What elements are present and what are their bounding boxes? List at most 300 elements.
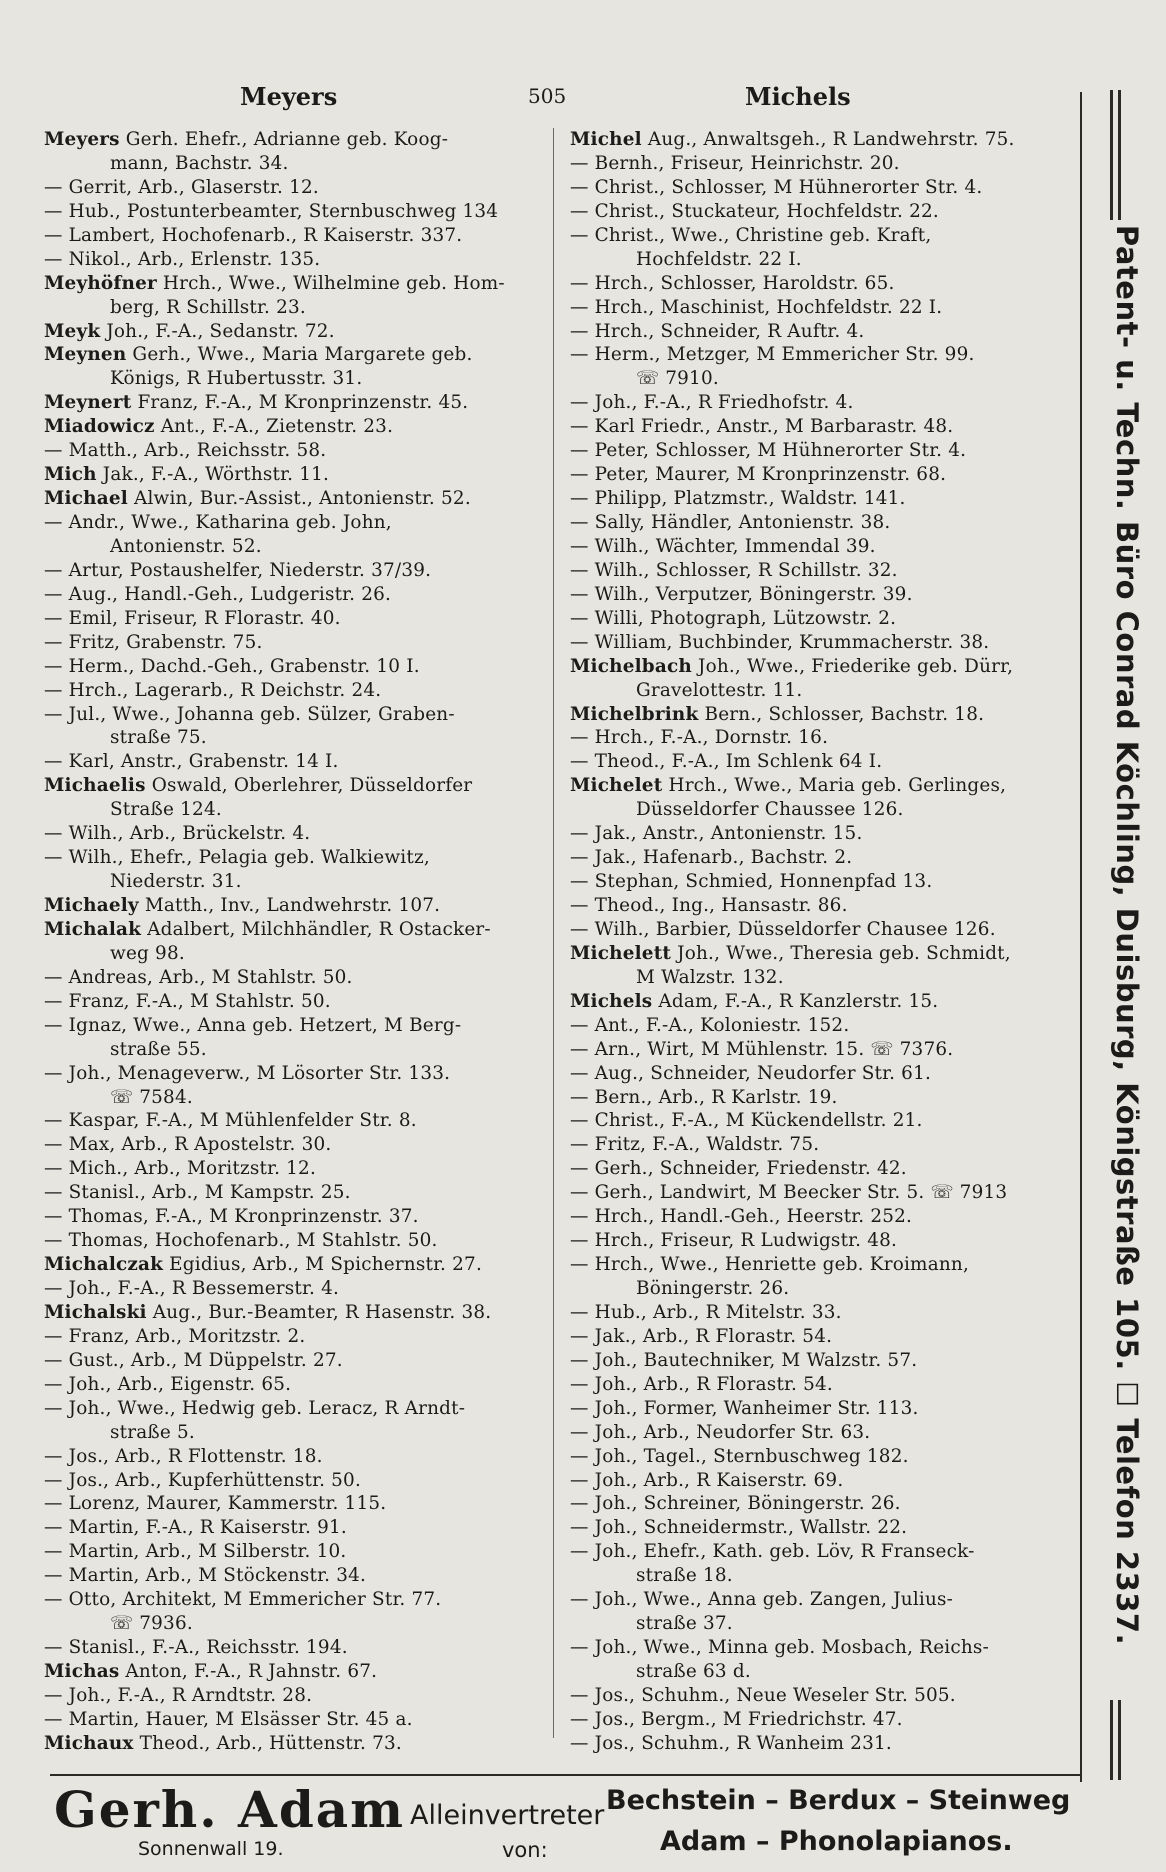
directory-entry — [44, 1109, 544, 1133]
directory-entry — [570, 248, 1080, 272]
directory-entry — [570, 1109, 1080, 1133]
entry-text: — Stephan, Schmied, Honnenpfad 13. — [570, 871, 933, 893]
directory-entry — [570, 415, 1080, 439]
directory-entry — [44, 631, 544, 655]
entry-text: — Andreas, Arb., M Stahlstr. 50. — [44, 966, 353, 988]
entry-surname: Michel — [570, 129, 642, 150]
entry-surname: Michalczak — [44, 1254, 164, 1276]
entry-text: Aug., Anwaltsgeh., R Landwehrstr. 75. — [641, 129, 1015, 150]
directory-entry — [570, 870, 1080, 894]
directory-entry — [44, 918, 544, 942]
entry-text: — Peter, Schlosser, M Hühnerorter Str. 4. — [570, 440, 967, 462]
entry-text: — Gust., Arb., M Düppelstr. 27. — [44, 1349, 343, 1371]
directory-entry — [570, 343, 1080, 367]
directory-entry — [570, 1684, 1080, 1708]
directory-entry — [44, 535, 544, 559]
entry-text: — Franz, F.-A., M Stahlstr. 50. — [44, 990, 331, 1012]
directory-entry — [44, 487, 544, 511]
entry-surname: Meyk — [44, 320, 101, 342]
directory-entry — [44, 296, 544, 320]
directory-entry — [570, 966, 1080, 990]
entry-text: — Sally, Händler, Antonienstr. 38. — [570, 512, 891, 533]
entry-text: — Hrch., Friseur, R Ludwigstr. 48. — [570, 1230, 898, 1252]
directory-entry — [44, 990, 544, 1014]
directory-entry — [570, 726, 1080, 750]
directory-entry — [44, 272, 544, 296]
directory-entry — [570, 1038, 1080, 1062]
entry-text: ☏ 7584. — [110, 1086, 193, 1108]
entry-text: — Martin, F.-A., R Kaiserstr. 91. — [44, 1517, 347, 1539]
entry-text: — Martin, Arb., M Stöckenstr. 34. — [44, 1565, 367, 1587]
entry-text: Jak., F.-A., Wörthstr. 11. — [96, 464, 330, 486]
directory-entry — [570, 679, 1080, 703]
entry-text: — Karl, Anstr., Grabenstr. 14 I. — [44, 751, 339, 773]
entry-text: — Herm., Metzger, M Emmericher Str. 99. — [570, 344, 975, 366]
entry-text: — Hub., Arb., R Mitelstr. 33. — [570, 1301, 842, 1323]
entry-text: — Otto, Architekt, M Emmericher Str. 77. — [44, 1589, 442, 1611]
entry-text: — Theod., Ing., Hansastr. 86. — [570, 895, 848, 916]
header-right-keyword: Michels — [745, 82, 851, 111]
entry-text: — Lambert, Hochofenarb., R Kaiserstr. 337. — [44, 224, 463, 246]
directory-entry — [44, 1708, 544, 1732]
left-column — [44, 128, 544, 1756]
directory-entry — [44, 320, 544, 344]
directory-entry — [570, 1445, 1080, 1469]
directory-entry — [570, 391, 1080, 415]
entry-surname: Meynert — [44, 392, 132, 414]
directory-entry — [44, 1086, 544, 1110]
entry-text: — Joh., Wwe., Minna geb. Mosbach, Reichs- — [570, 1637, 989, 1659]
entry-text: Hrch., Wwe., Wilhelmine geb. Hom- — [156, 272, 505, 294]
directory-entry — [570, 990, 1080, 1014]
directory-entry — [44, 1564, 544, 1588]
directory-entry — [44, 1229, 544, 1253]
directory-entry — [44, 1277, 544, 1301]
entry-surname: Michelbrink — [570, 703, 699, 725]
directory-entry — [44, 391, 544, 415]
entry-text: — Hub., Postunterbeamter, Sternbuschweg 134 — [44, 200, 499, 222]
entry-surname: Michalak — [44, 918, 142, 940]
directory-entry — [570, 463, 1080, 487]
entry-text: — Wilh., Schlosser, R Schillstr. 32. — [570, 559, 898, 581]
directory-entry — [570, 439, 1080, 463]
entry-surname: Meyers — [44, 129, 120, 150]
entry-text: berg, R Schillstr. 23. — [110, 296, 306, 318]
entry-text: — Joh., Schreiner, Böningerstr. 26. — [570, 1493, 901, 1515]
directory-entry — [44, 1492, 544, 1516]
entry-text: Aug., Bur.-Beamter, R Hasenstr. 38. — [146, 1301, 492, 1323]
directory-entry — [570, 1732, 1080, 1756]
entry-surname: Michaelis — [44, 775, 146, 797]
directory-entry — [570, 1253, 1080, 1277]
directory-entry — [44, 1205, 544, 1229]
entry-text: — Joh., Former, Wanheimer Str. 113. — [570, 1397, 919, 1419]
entry-text: — Christ., Wwe., Christine geb. Kraft, — [570, 224, 932, 246]
directory-entry — [44, 343, 544, 367]
entry-text: — Kaspar, F.-A., M Mühlenfelder Str. 8. — [44, 1110, 417, 1132]
entry-text: — Aug., Schneider, Neudorfer Str. 61. — [570, 1062, 932, 1084]
entry-text: — Karl Friedr., Anstr., M Barbarastr. 48. — [570, 416, 954, 438]
directory-entry — [570, 487, 1080, 511]
entry-text: — Hrch., Wwe., Henriette geb. Kroimann, — [570, 1254, 969, 1276]
entry-text: — Christ., Schlosser, M Hühnerorter Str. 4. — [570, 176, 983, 198]
entry-text: — Ignaz, Wwe., Anna geb. Hetzert, M Berg- — [44, 1014, 462, 1036]
advert-brands-line1: Bechstein – Berdux – Steinweg — [606, 1785, 1071, 1816]
side-banner-text: Patent- u. Techn. Büro Conrad Köchling, Duisburg, Königstraße 105. ☐ Telefon 2337. — [1110, 224, 1144, 1646]
directory-entry — [44, 1732, 544, 1756]
directory-entry — [44, 679, 544, 703]
entry-text: — Joh., Menageverw., M Lösorter Str. 133. — [44, 1062, 451, 1084]
entry-text: — Martin, Hauer, M Elsässer Str. 45 a. — [44, 1708, 413, 1730]
directory-entry — [570, 1540, 1080, 1564]
directory-entry — [44, 1014, 544, 1038]
directory-entry — [44, 248, 544, 272]
directory-entry — [570, 798, 1080, 822]
directory-entry — [570, 1564, 1080, 1588]
directory-entry — [44, 1397, 544, 1421]
entry-surname: Michels — [570, 990, 653, 1012]
entry-text: Adalbert, Milchhändler, R Ostacker- — [141, 918, 491, 940]
directory-entry — [570, 1086, 1080, 1110]
entry-text: — Stanisl., Arb., M Kampstr. 25. — [44, 1182, 351, 1204]
directory-entry — [44, 607, 544, 631]
directory-entry — [44, 750, 544, 774]
directory-entry — [44, 1325, 544, 1349]
directory-entry — [44, 439, 544, 463]
entry-text: — Hrch., Schlosser, Haroldstr. 65. — [570, 272, 895, 294]
entry-text: Joh., F.-A., Sedanstr. 72. — [100, 320, 335, 342]
entry-surname: Michaely — [44, 895, 139, 916]
directory-entry — [44, 1445, 544, 1469]
entry-text: — Jos., Schuhm., R Wanheim 231. — [570, 1732, 892, 1754]
directory-entry — [44, 726, 544, 750]
directory-entry — [570, 918, 1080, 942]
directory-entry — [44, 200, 544, 224]
entry-text: — Gerh., Landwirt, M Beecker Str. 5. ☏ 7913 — [570, 1182, 1008, 1204]
right-column — [570, 128, 1080, 1756]
entry-text: — Matth., Arb., Reichsstr. 58. — [44, 440, 327, 462]
column-divider — [553, 128, 554, 1738]
entry-text: weg 98. — [110, 942, 185, 964]
advert-rule — [50, 1774, 1080, 1776]
entry-text: — Theod., F.-A., Im Schlenk 64 I. — [570, 751, 883, 773]
entry-text: — Jos., Arb., Kupferhüttenstr. 50. — [44, 1469, 362, 1491]
entry-text: straße 55. — [110, 1038, 207, 1060]
directory-entry — [570, 1516, 1080, 1540]
directory-entry — [570, 1636, 1080, 1660]
entry-text: — Wilh., Arb., Brückelstr. 4. — [44, 823, 311, 845]
entry-text: — Herm., Dachd.-Geh., Grabenstr. 10 I. — [44, 655, 420, 677]
advert-role: Alleinvertreter — [410, 1800, 605, 1831]
directory-entry — [44, 1684, 544, 1708]
entry-text: mann, Bachstr. 34. — [110, 152, 289, 174]
entry-text: Düsseldorfer Chaussee 126. — [636, 799, 904, 821]
entry-text: — Max, Arb., R Apostelstr. 30. — [44, 1134, 332, 1156]
entry-text: — Joh., Tagel., Sternbuschweg 182. — [570, 1445, 909, 1467]
entry-surname: Michelett — [570, 942, 672, 964]
directory-entry — [44, 1181, 544, 1205]
entry-text: Anton, F.-A., R Jahnstr. 67. — [119, 1661, 378, 1682]
entry-text: — Joh., Arb., R Kaiserstr. 69. — [570, 1469, 844, 1491]
entry-text: — Christ., Stuckateur, Hochfeldstr. 22. — [570, 200, 939, 222]
directory-entry — [570, 1421, 1080, 1445]
entry-text: — Jos., Schuhm., Neue Weseler Str. 505. — [570, 1684, 956, 1706]
entry-text: Böningerstr. 26. — [636, 1278, 790, 1299]
entry-text: Alwin, Bur.-Assist., Antonienstr. 52. — [127, 488, 471, 510]
directory-entry — [44, 1133, 544, 1157]
directory-entry — [570, 894, 1080, 918]
entry-text: Bern., Schlosser, Bachstr. 18. — [698, 703, 985, 725]
directory-entry — [570, 272, 1080, 296]
entry-surname: Michelet — [570, 775, 663, 797]
directory-entry — [44, 822, 544, 846]
directory-entry — [44, 152, 544, 176]
entry-text: — Lorenz, Maurer, Kammerstr. 115. — [44, 1493, 387, 1515]
directory-entry — [44, 1469, 544, 1493]
directory-entry — [570, 1181, 1080, 1205]
entry-text: Oswald, Oberlehrer, Düsseldorfer — [145, 775, 473, 797]
entry-text: — Joh., Bautechniker, M Walzstr. 57. — [570, 1349, 918, 1371]
entry-text: — Franz, Arb., Moritzstr. 2. — [44, 1325, 306, 1347]
entry-text: Hrch., Wwe., Maria geb. Gerlinges, — [662, 775, 1007, 797]
entry-text: — Wilh., Barbier, Düsseldorfer Chausee 126. — [570, 918, 996, 940]
entry-text: — Fritz, Grabenstr. 75. — [44, 631, 263, 653]
entry-text: Antonienstr. 52. — [110, 535, 262, 557]
entry-text: — Hrch., Lagerarb., R Deichstr. 24. — [44, 679, 382, 701]
entry-text: ☏ 7936. — [110, 1613, 193, 1635]
directory-entry — [570, 224, 1080, 248]
entry-text: — Nikol., Arb., Erlenstr. 135. — [44, 248, 321, 270]
entry-text: — Hrch., Maschinist, Hochfeldstr. 22 I. — [570, 296, 943, 318]
entry-text: — Joh., Schneidermstr., Wallstr. 22. — [570, 1517, 908, 1539]
entry-text: — Willi, Photograph, Lützowstr. 2. — [570, 607, 897, 629]
directory-entry — [570, 1133, 1080, 1157]
directory-entry — [570, 1205, 1080, 1229]
entry-text: Gerh. Ehefr., Adrianne geb. Koog- — [119, 129, 449, 150]
entry-text: — Arn., Wirt, M Mühlenstr. 15. ☏ 7376. — [570, 1038, 954, 1060]
advert-brands-line2: Adam – Phonolapianos. — [660, 1826, 1013, 1857]
directory-entry — [570, 176, 1080, 200]
directory-entry — [44, 1612, 544, 1636]
directory-entry — [570, 1708, 1080, 1732]
directory-entry — [44, 703, 544, 727]
directory-entry — [44, 583, 544, 607]
directory-entry — [44, 798, 544, 822]
directory-entry — [570, 846, 1080, 870]
entry-text: — Joh., Arb., Neudorfer Str. 63. — [570, 1421, 871, 1443]
entry-text: — Joh., F.-A., R Bessemerstr. 4. — [44, 1278, 340, 1299]
directory-entry — [44, 128, 544, 152]
entry-text: — Thomas, F.-A., M Kronprinzenstr. 37. — [44, 1206, 419, 1228]
entry-text: straße 18. — [636, 1565, 733, 1587]
entry-text: — Aug., Handl.-Geh., Ludgeristr. 26. — [44, 583, 392, 605]
entry-text: — Wilh., Ehefr., Pelagia geb. Walkiewitz, — [44, 847, 430, 869]
advert-company-name: Gerh. Adam — [54, 1780, 406, 1839]
entry-text: — Peter, Maurer, M Kronprinzenstr. 68. — [570, 464, 947, 486]
entry-surname: Michael — [44, 488, 128, 510]
directory-entry — [570, 1660, 1080, 1684]
entry-text: Joh., Wwe., Friederike geb. Dürr, — [691, 655, 1014, 677]
entry-text: — Joh., Wwe., Anna geb. Zangen, Julius- — [570, 1589, 954, 1611]
entry-text: — Joh., Arb., R Florastr. 54. — [570, 1373, 833, 1395]
directory-entry — [44, 1636, 544, 1660]
directory-entry — [44, 1038, 544, 1062]
entry-text: — Joh., Wwe., Hedwig geb. Leracz, R Arndt- — [44, 1397, 466, 1419]
directory-entry — [570, 1062, 1080, 1086]
entry-text: Niederstr. 31. — [110, 871, 242, 893]
entry-surname: Miadowicz — [44, 416, 155, 438]
directory-entry — [44, 1301, 544, 1325]
entry-text: — Jak., Anstr., Antonienstr. 15. — [570, 823, 863, 845]
entry-text: — Andr., Wwe., Katharina geb. John, — [44, 512, 392, 533]
directory-entry — [44, 894, 544, 918]
directory-entry — [570, 703, 1080, 727]
entry-text: — Thomas, Hochofenarb., M Stahlstr. 50. — [44, 1230, 438, 1252]
directory-entry — [44, 1373, 544, 1397]
entry-text: — Emil, Friseur, R Florastr. 40. — [44, 607, 341, 629]
header-left-keyword: Meyers — [240, 82, 338, 111]
directory-entry — [44, 966, 544, 990]
entry-text: — Jos., Arb., R Flottenstr. 18. — [44, 1445, 323, 1467]
entry-text: — Gerh., Schneider, Friedenstr. 42. — [570, 1158, 907, 1180]
entry-text: — Joh., Arb., Eigenstr. 65. — [44, 1373, 292, 1395]
entry-text: — Christ., F.-A., M Kückendellstr. 21. — [570, 1110, 923, 1132]
directory-entry — [44, 942, 544, 966]
entry-text: Theod., Arb., Hüttenstr. 73. — [133, 1732, 402, 1754]
directory-entry — [44, 1660, 544, 1684]
entry-text: Straße 124. — [110, 799, 222, 821]
entry-text: — Ant., F.-A., Koloniestr. 152. — [570, 1014, 850, 1036]
directory-entry — [44, 367, 544, 391]
entry-text: Franz, F.-A., M Kronprinzenstr. 45. — [131, 392, 469, 414]
entry-text: Gerh., Wwe., Maria Margarete geb. — [126, 344, 473, 366]
directory-entry — [44, 559, 544, 583]
page-number: 505 — [528, 84, 567, 108]
directory-entry — [570, 1157, 1080, 1181]
entry-text: straße 75. — [110, 727, 207, 749]
entry-text: straße 5. — [110, 1421, 195, 1443]
advert-von: von: — [502, 1838, 548, 1862]
directory-entry — [570, 1612, 1080, 1636]
directory-entry — [570, 296, 1080, 320]
directory-entry — [44, 1349, 544, 1373]
directory-entry — [44, 463, 544, 487]
entry-text: — Artur, Postaushelfer, Niederstr. 37/39. — [44, 559, 432, 581]
directory-entry — [570, 1301, 1080, 1325]
directory-entry — [570, 1397, 1080, 1421]
directory-entry — [570, 559, 1080, 583]
entry-text: — Philipp, Platzmstr., Waldstr. 141. — [570, 488, 906, 510]
entry-text: — Bernh., Friseur, Heinrichstr. 20. — [570, 152, 900, 174]
entry-surname: Mich — [44, 464, 97, 486]
entry-surname: Michaux — [44, 1732, 134, 1754]
directory-entry — [44, 870, 544, 894]
entry-surname: Meynen — [44, 344, 127, 366]
directory-entry — [44, 1253, 544, 1277]
entry-text: — Jak., Arb., R Florastr. 54. — [570, 1325, 833, 1347]
entry-text: — Jul., Wwe., Johanna geb. Sülzer, Graben- — [44, 703, 455, 725]
entry-text: — Martin, Arb., M Silberstr. 10. — [44, 1541, 347, 1563]
entry-text: — Joh., F.-A., R Friedhofstr. 4. — [570, 392, 854, 414]
directory-entry — [570, 128, 1080, 152]
entry-text: straße 63 d. — [636, 1661, 751, 1682]
directory-entry — [44, 511, 544, 535]
entry-text: — Joh., F.-A., R Arndtstr. 28. — [44, 1684, 313, 1706]
directory-entry — [570, 152, 1080, 176]
entry-text: — Wilh., Verputzer, Böningerstr. 39. — [570, 583, 913, 605]
directory-entry — [44, 176, 544, 200]
directory-entry — [570, 631, 1080, 655]
directory-entry — [570, 822, 1080, 846]
advert-address: Sonnenwall 19. — [138, 1838, 284, 1860]
directory-entry — [570, 1349, 1080, 1373]
directory-entry — [570, 1469, 1080, 1493]
entry-text: Joh., Wwe., Theresia geb. Schmidt, — [671, 942, 1011, 964]
directory-entry — [44, 1421, 544, 1445]
entry-surname: Michelbach — [570, 655, 692, 677]
entry-text: straße 37. — [636, 1613, 733, 1635]
directory-entry — [570, 320, 1080, 344]
directory-entry — [570, 583, 1080, 607]
entry-surname: Michas — [44, 1661, 120, 1682]
directory-entry — [570, 535, 1080, 559]
directory-entry — [44, 774, 544, 798]
entry-text: Egidius, Arb., M Spichernstr. 27. — [163, 1254, 482, 1276]
margin-rule — [1080, 92, 1082, 1782]
entry-text: ☏ 7910. — [636, 368, 719, 390]
entry-text: — Hrch., Schneider, R Auftr. 4. — [570, 320, 865, 342]
entry-text: — Wilh., Wächter, Immendal 39. — [570, 535, 876, 557]
directory-entry — [44, 655, 544, 679]
entry-text: Gravelottestr. 11. — [636, 679, 803, 701]
directory-entry — [44, 224, 544, 248]
entry-text: — Stanisl., F.-A., Reichsstr. 194. — [44, 1637, 348, 1659]
entry-surname: Meyhöfner — [44, 272, 157, 294]
directory-entry — [570, 1277, 1080, 1301]
entry-text: — Jak., Hafenarb., Bachstr. 2. — [570, 847, 853, 869]
entry-text: — Fritz, F.-A., Waldstr. 75. — [570, 1134, 820, 1156]
directory-entry — [570, 774, 1080, 798]
entry-text: — Hrch., F.-A., Dornstr. 16. — [570, 727, 829, 749]
entry-text: — Mich., Arb., Moritzstr. 12. — [44, 1158, 317, 1180]
directory-entry — [44, 1540, 544, 1564]
directory-entry — [570, 1588, 1080, 1612]
entry-text: — Joh., Ehefr., Kath. geb. Löv, R Franseck- — [570, 1541, 975, 1563]
directory-entry — [570, 750, 1080, 774]
directory-entry — [570, 1492, 1080, 1516]
entry-text: Königs, R Hubertusstr. 31. — [110, 368, 363, 390]
directory-entry — [44, 1588, 544, 1612]
entry-text: Hochfeldstr. 22 I. — [636, 248, 802, 270]
directory-entry — [44, 846, 544, 870]
entry-text: M Walzstr. 132. — [636, 966, 784, 988]
directory-entry — [44, 1516, 544, 1540]
directory-entry — [570, 655, 1080, 679]
directory-entry — [570, 1373, 1080, 1397]
entry-text: — William, Buchbinder, Krummacherstr. 38. — [570, 631, 990, 653]
directory-entry — [44, 415, 544, 439]
entry-text: — Gerrit, Arb., Glaserstr. 12. — [44, 176, 319, 198]
directory-entry — [44, 1157, 544, 1181]
directory-entry — [570, 1229, 1080, 1253]
directory-entry — [44, 1062, 544, 1086]
entry-text: — Bern., Arb., R Karlstr. 19. — [570, 1086, 838, 1108]
directory-entry — [570, 200, 1080, 224]
entry-text: Matth., Inv., Landwehrstr. 107. — [138, 895, 441, 916]
directory-entry — [570, 942, 1080, 966]
directory-entry — [570, 367, 1080, 391]
entry-text: Adam, F.-A., R Kanzlerstr. 15. — [652, 990, 939, 1012]
